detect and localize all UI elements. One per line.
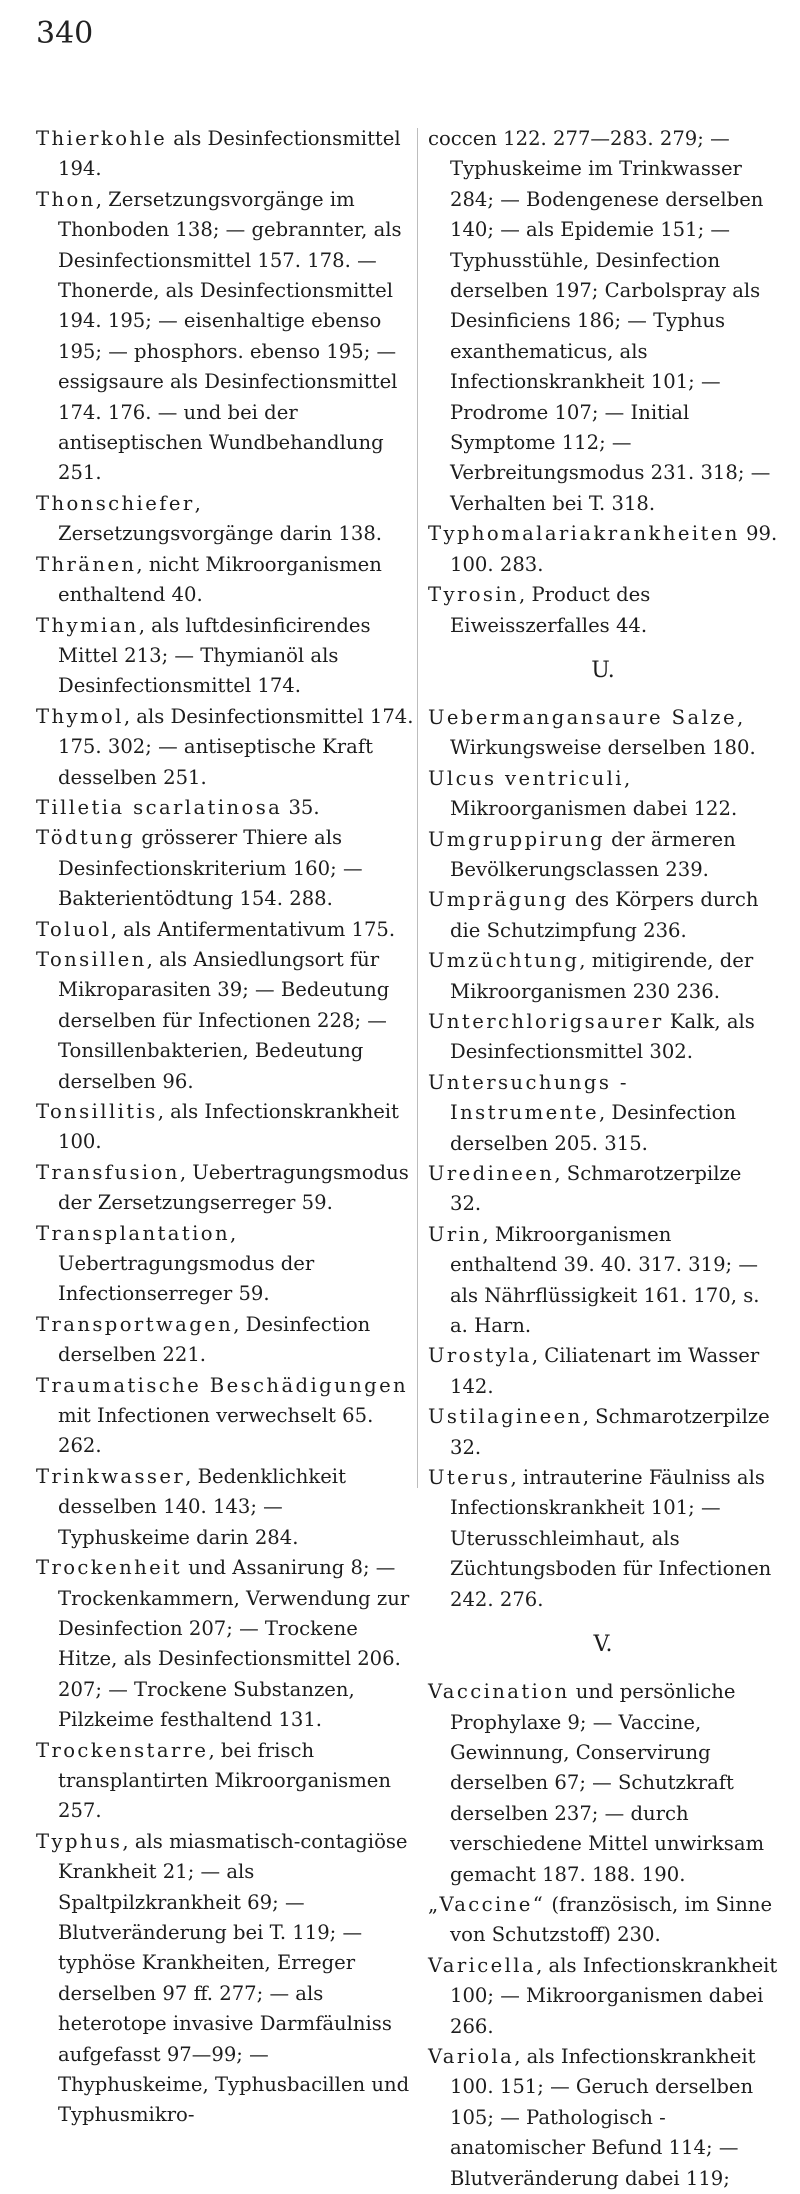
entry-text: , Schmarotzerpilze 32.	[450, 1405, 770, 1459]
entry-keyword: Umprägung	[428, 888, 569, 912]
entry-keyword: Trinkwasser	[36, 1464, 186, 1488]
entry-keyword: Thränen	[36, 552, 137, 576]
index-entry	[428, 1890, 778, 1951]
entry-keyword: Transportwagen	[36, 1312, 234, 1336]
entry-keyword: Urostyla	[428, 1344, 532, 1368]
index-entry	[428, 764, 778, 825]
entry-keyword: Umzüchtung	[428, 949, 580, 973]
index-entry	[428, 1677, 778, 1890]
index-entry	[36, 1310, 418, 1371]
entry-text: , Bedenklichkeit desselben 140. 143; — Typhuskeime darin 284.	[58, 1464, 346, 1549]
entry-text: und persönliche Prophylaxe 9; — Vaccine, Gewinnung, Conservirung derselben 67; — Schutzkraft derselben 237; — durch verschiedene Mittel unwirksam gemacht 187. 188. 190.	[450, 1680, 765, 1886]
left-column	[36, 124, 418, 2131]
index-entry	[428, 1007, 778, 1068]
index-entry	[428, 946, 778, 1007]
index-entry	[428, 1463, 778, 1615]
index-entry	[428, 825, 778, 886]
index-entry	[36, 1553, 418, 1735]
entry-text: als Desinfectionsmittel 194.	[58, 127, 401, 181]
entry-text: , mitigirende, der Mikroorganismen 230 236.	[450, 949, 754, 1003]
entry-keyword: Variola	[428, 2044, 515, 2068]
index-entry	[36, 1462, 418, 1553]
entry-text: , Zersetzungsvorgänge darin 138.	[58, 491, 383, 546]
index-entry	[36, 702, 418, 793]
entry-text: , als Infectionskrankheit 100.	[58, 1100, 399, 1154]
entry-text: der ärmeren Bevölkerungsclassen 239.	[450, 827, 736, 881]
entry-text: , Product des Eiweisszerfalles 44.	[450, 583, 651, 637]
entry-keyword: Toluol	[36, 917, 111, 941]
index-entry	[36, 124, 418, 185]
index-entry	[428, 703, 778, 764]
entry-keyword: Urin	[428, 1222, 483, 1246]
entry-keyword: Trockenheit	[36, 1556, 183, 1580]
index-entry	[36, 185, 418, 489]
index-entry	[428, 519, 778, 580]
index-entry	[428, 124, 778, 519]
index-entry	[428, 1159, 778, 1220]
entry-text: , als miasmatisch-contagiöse Krankheit 21; — als Spaltpilzkrankheit 69; — Blutveränderung bei T. 119; — typhöse Krankheiten, Erreger derselben 97 ff. 277; — als heterotope invasive Darmfäulniss aufgefasst 97—99; — Thyphuskeime, Typhusbacillen und Typhusmikro-	[58, 1829, 410, 2127]
index-entry	[36, 823, 418, 914]
entry-keyword: Uredineen	[428, 1162, 555, 1185]
index-entry	[36, 611, 418, 702]
entry-keyword: Tilletia scarlatinosa	[36, 795, 283, 819]
entry-text: , Ciliatenart im Wasser 142.	[450, 1344, 760, 1398]
entry-keyword: Untersuchungs - Instrumente	[428, 1070, 629, 1125]
entry-text: , Schmarotzerpilze 32.	[450, 1162, 742, 1216]
entry-text: , Wirkungsweise derselben 180.	[450, 705, 756, 760]
entry-text: grösserer Thiere als Desinfectionskriterium 160; — Bakterientödtung 154. 288.	[58, 826, 363, 911]
index-entry	[428, 1068, 778, 1159]
index-entry	[36, 1158, 418, 1219]
entry-text: , Mikroorganismen enthaltend 39. 40. 317. 319; — als Nährflüssigkeit 161. 170, s. a. Harn.	[450, 1222, 760, 1338]
entry-text: , bei frisch transplantirten Mikroorganismen 257.	[58, 1738, 392, 1823]
entry-keyword: Tödtung	[36, 826, 136, 850]
entry-keyword: Typhomalariakrankheiten	[428, 522, 740, 546]
entry-text: , Uebertragungsmodus der Infectionserreger 59.	[58, 1221, 315, 1306]
entry-text: , Uebertragungsmodus der Zersetzungserreger 59.	[58, 1160, 409, 1215]
entry-text: , als Desinfectionsmittel 174. 175. 302; — antiseptische Kraft desselben 251.	[58, 704, 414, 789]
entry-text: und Assanirung 8; — Trockenkammern, Verwendung zur Desinfection 207; — Trockene Hitze, als Desinfectionsmittel 206. 207; — Trockene Substanzen, Pilzkeime festhaltend 131.	[58, 1556, 410, 1732]
column-divider	[417, 128, 418, 1488]
entry-text: des Körpers durch die Schutzimpfung 236.	[450, 888, 759, 942]
entry-text: 99. 100. 283.	[450, 522, 778, 576]
entry-text: , Desinfection derselben 205. 315.	[450, 1101, 737, 1155]
entry-keyword: Unterchlorigsaurer	[428, 1009, 664, 1033]
entry-keyword: Vaccination	[428, 1680, 570, 1704]
entry-keyword: Thon	[36, 187, 96, 211]
entry-text: , als Infectionskrankheit 100; — Mikroorganismen dabei 266.	[450, 1953, 778, 2038]
entry-text: , als Infectionskrankheit 100. 151; — Geruch derselben 105; — Pathologisch - anatomischer Befund 114; — Blutveränderung dabei 119;	[450, 2044, 756, 2190]
entry-keyword: Umgruppirung	[428, 827, 605, 851]
index-entry	[36, 793, 418, 823]
entry-text: , Desinfection derselben 221.	[58, 1312, 371, 1367]
entry-keyword: Thierkohle	[36, 127, 168, 150]
index-entry	[428, 1951, 778, 2042]
entry-text: 35.	[282, 795, 320, 819]
entry-keyword: Uebermangansaure Salze	[428, 705, 737, 729]
entry-keyword: Trockenstarre	[36, 1738, 209, 1762]
entry-keyword: Transfusion	[36, 1160, 180, 1184]
entry-keyword: Varicella	[428, 1953, 537, 1977]
entry-text: , nicht Mikroorganismen enthaltend 40.	[58, 552, 382, 607]
entry-text: (französisch, im Sinne von Schutzstoff) 230.	[450, 1892, 773, 1947]
entry-keyword: Tonsillitis	[36, 1100, 158, 1123]
entry-keyword: Traumatische Beschädigungen	[36, 1373, 409, 1397]
index-entry	[36, 1827, 418, 2131]
entry-keyword: „Vaccine“	[428, 1892, 546, 1916]
index-entry	[36, 1371, 418, 1462]
entry-text: , als Antifermentativum 175.	[110, 917, 396, 941]
entry-keyword: Thymol	[36, 704, 124, 728]
index-entry	[428, 885, 778, 946]
entry-text: , als Ansiedlungsort für Mikroparasiten 39; — Bedeutung derselben für Infectionen 228; — Tonsillenbakterien, Bedeutung derselben 96.	[58, 947, 390, 1093]
entry-keyword: Thonschiefer	[36, 491, 195, 515]
entry-text: coccen 122. 277—283. 279; — Typhuskeime im Trinkwasser 284; — Bodengenese derselben 140; — als Epidemie 151; — Typhusstühle, Desinfection derselben 197; Carbolspray als Desinficiens 186; — Typhus exanthematicus, als Infectionskrankheit 101; — Prodrome 107; — Initial Symptome 112; — Verbreitungsmodus 231. 318; — Verhalten bei T. 318.	[428, 127, 771, 515]
index-entry	[428, 1402, 778, 1463]
index-entry	[36, 1736, 418, 1827]
page-number: 340	[36, 16, 94, 51]
index-entry	[36, 945, 418, 1097]
index-entry	[36, 1097, 418, 1158]
entry-keyword: Ulcus ventriculi	[428, 766, 624, 790]
entry-text: Kalk, als Desinfectionsmittel 302.	[450, 1009, 755, 1064]
index-entry	[428, 1220, 778, 1342]
index-entry	[36, 915, 418, 945]
entry-keyword: Transplantation	[36, 1221, 231, 1245]
section-heading-v: V.	[593, 1632, 613, 1658]
right-column	[428, 124, 778, 2194]
index-entry	[36, 550, 418, 611]
entry-keyword: Typhus	[36, 1829, 123, 1853]
section-heading-u: U.	[591, 657, 615, 683]
index-entry	[428, 2042, 778, 2194]
entry-keyword: Thymian	[36, 613, 139, 637]
entry-keyword: Uterus	[428, 1466, 511, 1490]
entry-text: mit Infectionen verwechselt 65. 262.	[58, 1404, 374, 1458]
index-entry	[428, 1341, 778, 1402]
index-entry	[428, 580, 778, 641]
entry-text: , Mikroorganismen dabei 122.	[450, 766, 738, 821]
entry-text: , intrauterine Fäulniss als Infectionskrankheit 101; — Uterusschleimhaut, als Züchtungsboden für Infectionen 242. 276.	[450, 1466, 772, 1611]
entry-text: , als luftdesinficirendes Mittel 213; — Thymianöl als Desinfectionsmittel 174.	[58, 613, 371, 698]
index-entry	[36, 1219, 418, 1310]
entry-keyword: Ustilagineen	[428, 1405, 583, 1429]
index-entry	[36, 489, 418, 550]
entry-keyword: Tyrosin	[428, 583, 520, 607]
entry-keyword: Tonsillen	[36, 947, 147, 971]
entry-text: , Zersetzungsvorgänge im Thonboden 138; — gebrannter, als Desinfectionsmittel 157. 178. — Thonerde, als Desinfectionsmittel 194. 195; — eisenhaltige ebenso 195; — phosphors. ebenso 195; — essigsaure als Desinfectionsmittel 174. 176. — und bei der antiseptischen Wundbehandlung 251.	[58, 187, 402, 485]
